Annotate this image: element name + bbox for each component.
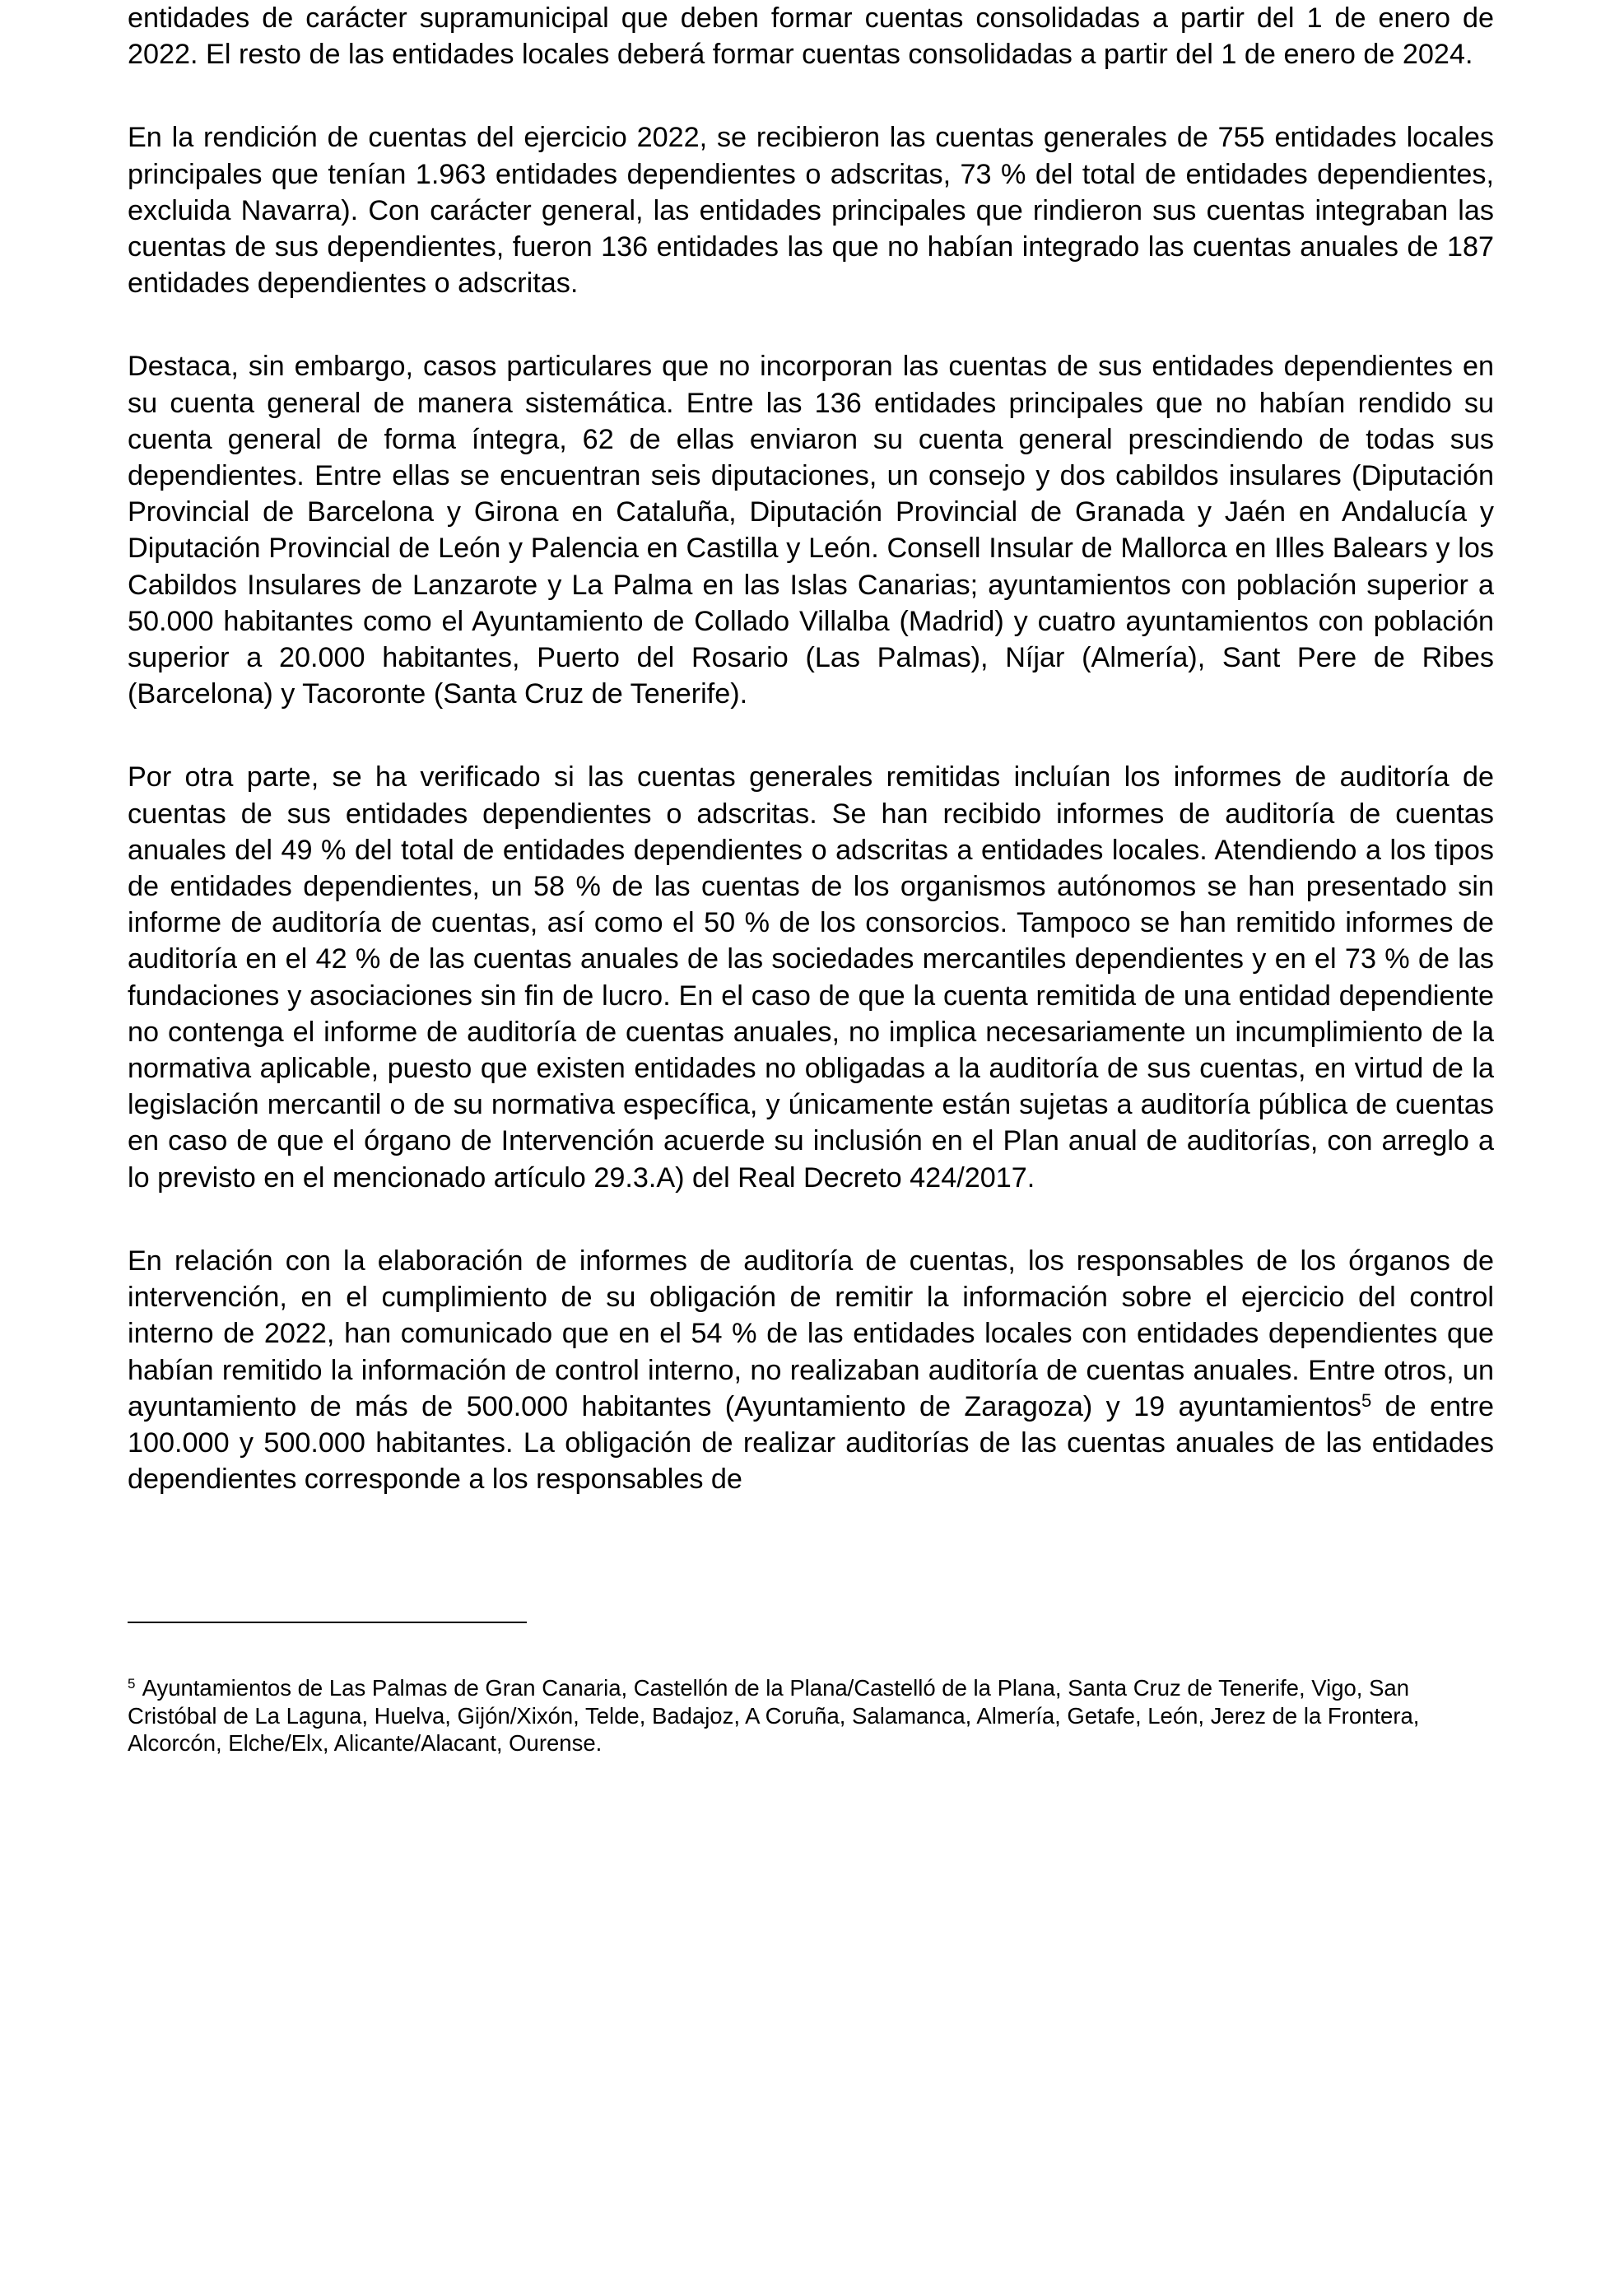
paragraph-internal-control-text-after: de entre 100.000 y 500.000 habitantes. La obligación de realizar auditorías de las cuentas anuales de las entidades dependientes corresponde a los responsables de xyxy=(128,1390,1495,1496)
footnote-separator xyxy=(128,1622,527,1623)
body-text xyxy=(128,0,1494,1544)
footnote-number: 5 xyxy=(128,1675,136,1692)
paragraph-internal-control-text-before: En relación con la elaboración de informes de auditoría de cuentas, los responsables de los órganos de intervención, en el cumplimiento de su obligación de remitir la información sobre el ejercicio del control interno de 2022, han comunicado que en el 54 % de las entidades locales con entidades dependientes que habían remitido la información de control interno, no realizaban auditoría de cuentas anuales. Entre otros, un ayuntamiento de más de 500.000 habitantes (Ayuntamiento de Zaragoza) y 19 ayuntamientos xyxy=(128,1245,1494,1422)
paragraph-internal-control xyxy=(128,1243,1494,1497)
paragraph-rendition-2022: En la rendición de cuentas del ejercicio 2022, se recibieron las cuentas generales de 755 entidades locales principales que tenían 1.963 entidades dependientes o adscritas, 73 % del total de entidades dependientes, excluida Navarra). Con carácter general, las entidades principales que rindieron sus cuentas integraban las cuentas de sus dependientes, fueron 136 entidades las que no habían integrado las cuentas anuales de 187 entidades dependientes o adscritas. xyxy=(128,122,1494,300)
footnote-text: Ayuntamientos de Las Palmas de Gran Canaria, Castellón de la Plana/Castelló de la Plana, Santa Cruz de Tenerife, Vigo, San Cristóbal de La Laguna, Huelva, Gijón/Xixón, Telde, Badajoz, A Coruña, Salamanca, Almería, Getafe, León, Jerez de la Frontera, Alcorcón, Elche/Elx, Alicante/Alacant, Ourense. xyxy=(128,1675,1420,1756)
footnote-5 xyxy=(128,1674,1453,1757)
footnote-reference-5[interactable]: 5 xyxy=(1361,1390,1372,1412)
paragraph-consolidated-accounts: entidades de carácter supramunicipal que deben formar cuentas consolidadas a partir del 1 de enero de 2022. El resto de las entidades locales deberá formar cuentas consolidadas a partir del 1 de enero de 2024. xyxy=(128,2,1494,71)
paragraph-particular-cases: Destaca, sin embargo, casos particulares que no incorporan las cuentas de sus entidades dependientes en su cuenta general de manera sistemática. Entre las 136 entidades principales que no habían rendido su cuenta general de forma íntegra, 62 de ellas enviaron su cuenta general prescindiendo de todas sus dependientes. Entre ellas se encuentran seis diputaciones, un consejo y dos cabildos insulares (Diputación Provincial de Barcelona y Girona en Cataluña, Diputación Provincial de Granada y Jaén en Andalucía y Diputación Provincial de León y Palencia en Castilla y León. Consell Insular de Mallorca en Illes Balears y los Cabildos Insulares de Lanzarote y La Palma en las Islas Canarias; ayuntamientos con población superior a 50.000 habitantes como el Ayuntamiento de Collado Villalba (Madrid) y cuatro ayuntamientos con población superior a 20.000 habitantes, Puerto del Rosario (Las Palmas), Níjar (Almería), Sant Pere de Ribes (Barcelona) y Tacoronte (Santa Cruz de Tenerife). xyxy=(128,351,1494,710)
paragraph-audit-reports: Por otra parte, se ha verificado si las cuentas generales remitidas incluían los informes de auditoría de cuentas de sus entidades dependientes o adscritas. Se han recibido informes de auditoría de cuentas anuales del 49 % del total de entidades dependientes o adscritas a entidades locales. Atendiendo a los tipos de entidades dependientes, un 58 % de las cuentas de los organismos autónomos se han presentado sin informe de auditoría de cuentas, así como el 50 % de los consorcios. Tampoco se han remitido informes de auditoría en el 42 % de las cuentas anuales de las sociedades mercantiles dependientes y en el 73 % de las fundaciones y asociaciones sin fin de lucro. En el caso de que la cuenta remitida de una entidad dependiente no contenga el informe de auditoría de cuentas anuales, no implica necesariamente un incumplimiento de la normativa aplicable, puesto que existen entidades no obligadas a la auditoría de sus cuentas, en virtud de la legislación mercantil o de su normativa específica, y únicamente están sujetas a auditoría pública de cuentas en caso de que el órgano de Intervención acuerde su inclusión en el Plan anual de auditorías, con arreglo a lo previsto en el mencionado artículo 29.3.A) del Real Decreto 424/2017. xyxy=(128,761,1494,1194)
